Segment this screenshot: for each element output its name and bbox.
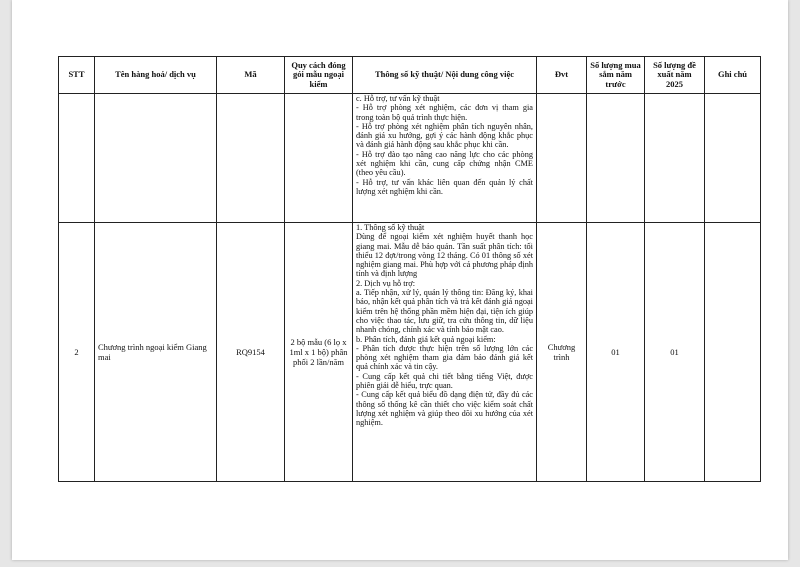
cell-name — [95, 94, 217, 223]
header-code: Mã — [217, 57, 285, 94]
header-proposed-qty: Số lượng đề xuất năm 2025 — [645, 57, 705, 94]
header-pack: Quy cách đóng gói mẫu ngoại kiểm — [285, 57, 353, 94]
spec-line: - Phân tích được thực hiện trên số lượng lớn các phòng xét nghiệm tham gia đảm bảo đánh giá kết quả chính xác và tin cậy. — [356, 343, 533, 372]
cell-prev-qty — [587, 94, 645, 223]
cell-unit — [537, 94, 587, 223]
cell-code: RQ9154 — [217, 223, 285, 482]
cell-proposed-qty — [645, 94, 705, 223]
table-row — [59, 223, 761, 482]
spec-line: - Hỗ trợ phòng xét nghiệm, các đơn vị tham gia trong toàn bộ quá trình thực hiện. — [356, 103, 533, 122]
cell-proposed-qty: 01 — [645, 223, 705, 482]
spec-line: - Hỗ trợ phòng xét nghiệm phân tích nguyên nhân, đánh giá xu hướng, gợi ý các hành động khắc phục và đánh giá hành động sau khắc phục khi cần. — [356, 121, 533, 150]
spec-line: - Hỗ trợ đào tạo nâng cao năng lực cho các phòng xét nghiệm khi cần, cung cấp chứng nhận CME (theo yêu cầu). — [356, 149, 533, 178]
cell-pack — [285, 94, 353, 223]
header-note: Ghi chú — [705, 57, 761, 94]
spec-line: - Cung cấp kết quả chi tiết bằng tiếng Việt, được phiên giải dễ hiểu, trực quan. — [356, 371, 533, 391]
spec-table — [58, 56, 761, 482]
cell-stt: 2 — [59, 223, 95, 482]
cell-pack: 2 bộ mẫu (6 lọ x 1ml x 1 bộ) phân phối 2 lần/năm — [285, 223, 353, 482]
header-spec: Thông số kỹ thuật/ Nội dung công việc — [353, 57, 537, 94]
cell-code — [217, 94, 285, 223]
cell-note — [705, 223, 761, 482]
document-page — [12, 0, 788, 560]
cell-unit: Chương trình — [537, 223, 587, 482]
header-name: Tên hàng hoá/ dịch vụ — [95, 57, 217, 94]
spec-line: b. Phân tích, đánh giá kết quả ngoại kiểm: — [356, 334, 496, 344]
cell-name: Chương trình ngoại kiểm Giang mai — [95, 223, 217, 482]
spec-line: 1. Thông số kỹ thuật — [356, 223, 425, 232]
cell-spec — [353, 223, 537, 482]
spec-line: c. Hỗ trợ, tư vấn kỹ thuật — [356, 94, 440, 103]
spec-line: - Cung cấp kết quả biểu đồ dạng điện tử, đầy đủ các thông số thống kê cần thiết cho việc kiểm soát chất lượng xét nghiệm và giúp theo dõi xu hướng của xét nghiệm. — [356, 390, 533, 428]
cell-note — [705, 94, 761, 223]
spec-line: 2. Dịch vụ hỗ trợ: — [356, 278, 416, 288]
cell-stt — [59, 94, 95, 223]
table-row — [59, 94, 761, 223]
table-header-row — [59, 57, 761, 94]
spec-line: Dùng để ngoại kiểm xét nghiệm huyết thanh học giang mai. Mẫu dễ bảo quản. Tần suất phân tích: tối thiểu 12 đợt/trong vòng 12 tháng. Có 01 thông số xét nghiệm giang mai. Phù hợp với cả phương pháp định tính và định lượng — [356, 232, 533, 279]
cell-spec — [353, 94, 537, 223]
header-stt: STT — [59, 57, 95, 94]
spec-line: - Hỗ trợ, tư vấn khác liên quan đến quản lý chất lượng xét nghiệm khi cần. — [356, 177, 533, 196]
cell-prev-qty: 01 — [587, 223, 645, 482]
header-prev-qty: Số lượng mua sắm năm trước — [587, 57, 645, 94]
header-unit: Đvt — [537, 57, 587, 94]
spec-line: a. Tiếp nhận, xử lý, quản lý thông tin: Đăng ký, khai báo, nhận kết quả phân tích và trả kết đánh giá ngoại kiểm trên hệ thống phần mềm hiện đại, tiện ích giúp cho việc thao tác, lưu giữ, tra cứu thông tin, dữ liệu nhanh chóng, chính xác và tính bảo mật cao. — [356, 288, 533, 335]
